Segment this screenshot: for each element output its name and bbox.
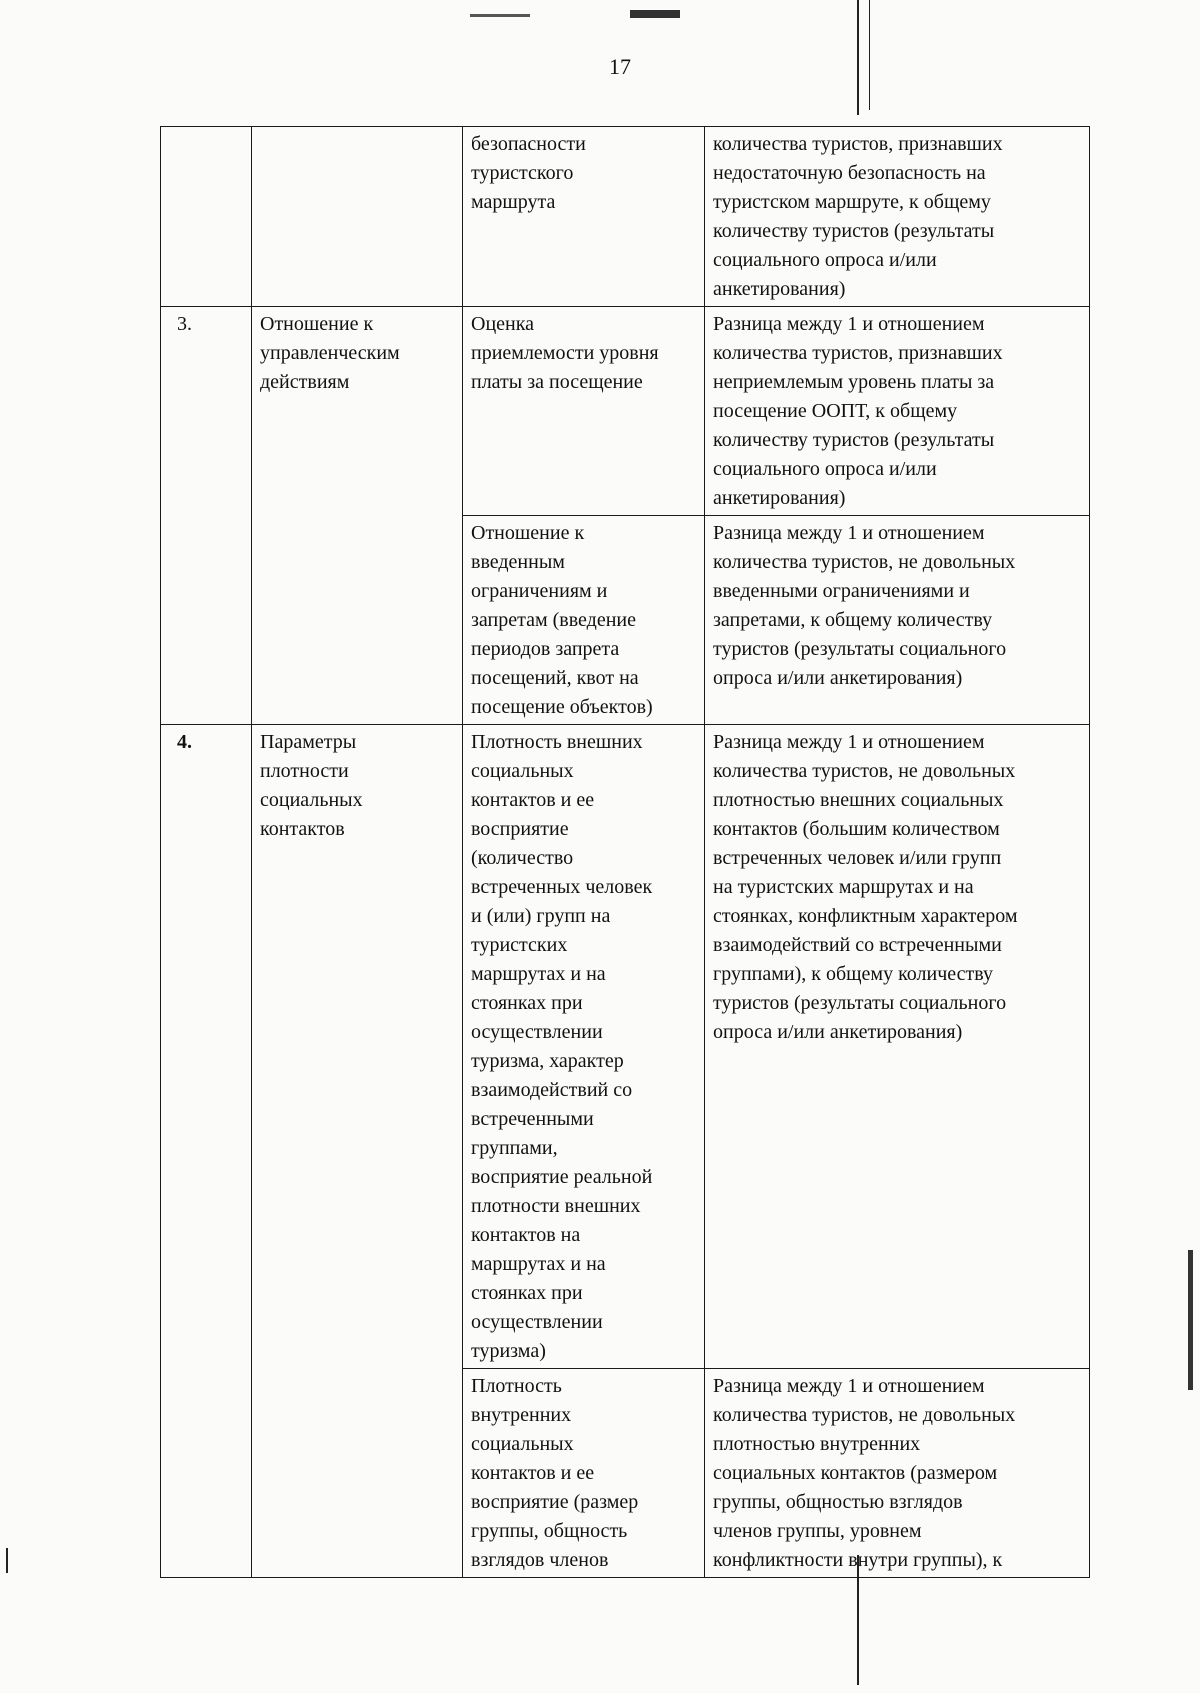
group-cell — [252, 127, 463, 307]
scan-artifact-line — [857, 0, 859, 115]
group-cell — [252, 307, 463, 725]
group-cell — [252, 725, 463, 1578]
table-row — [161, 725, 1090, 1369]
indicator-cell — [463, 307, 705, 516]
indicator-text: Плотность внутренних социальных контактов и ее восприятие (размер группы, общность взглядов членов — [471, 1375, 639, 1571]
method-text: Разница между 1 и отношением количества туристов, не довольных плотностью внешних социальных контактов (большим количеством встреченных человек и/или групп на туристских маршрутах и на стоянках, конфликтным характером взаимодействий со встреченными группами), к общему количеству туристов (результаты социального опроса и/или анкетирования) — [713, 731, 1018, 1043]
group-text: Параметры плотности социальных контактов — [260, 731, 363, 840]
scan-artifact-smudge — [1188, 1250, 1193, 1390]
page-number: 17 — [609, 54, 631, 79]
indicator-text: Плотность внешних социальных контактов и ее восприятие (количество встреченных человек и (или) групп на туристских маршрутах и на стоянках при осуществлении туризма, характер взаимодействий со встреченными группами, восприятие реальной плотности внешних контактов на маршрутах и на стоянках при осуществлении туризма) — [471, 731, 653, 1362]
method-text: Разница между 1 и отношением количества туристов, не довольных плотностью внутренних социальных контактов (размером группы, общностью взглядов членов группы, уровнем конфликтности внутри группы), к — [713, 1375, 1016, 1571]
method-text: Разница между 1 и отношением количества туристов, не довольных введенными ограничениями и запретами, к общему количеству туристов (результаты социального опроса и/или анкетирования) — [713, 522, 1016, 689]
indicator-cell — [463, 1369, 705, 1578]
method-text: Разница между 1 и отношением количества туристов, признавших неприемлемым уровень платы за посещение ООПТ, к общему количеству туристов (результаты социального опроса и/или анкетирования) — [713, 313, 1003, 509]
scan-artifact-noise — [630, 10, 680, 18]
method-text: количества туристов, признавших недостаточную безопасность на туристском маршруте, к общему количеству туристов (результаты социального опроса и/или анкетирования) — [713, 133, 1003, 300]
row-number-cell — [161, 127, 252, 307]
row-number: 4. — [177, 731, 192, 753]
indicator-text: Отношение к введенным ограничениям и запретам (введение периодов запрета посещений, квот на посещение объектов) — [471, 522, 653, 718]
indicator-text: безопасности туристского маршрута — [471, 133, 586, 213]
method-cell — [705, 516, 1090, 725]
table-row — [161, 307, 1090, 516]
indicator-cell — [463, 725, 705, 1369]
indicator-cell — [463, 127, 705, 307]
row-number: 3. — [177, 313, 192, 335]
table-row — [161, 127, 1090, 307]
group-text: Отношение к управленческим действиям — [260, 313, 400, 393]
method-cell — [705, 1369, 1090, 1578]
method-cell — [705, 307, 1090, 516]
scan-artifact-noise — [470, 14, 530, 17]
scan-artifact-line — [869, 0, 870, 110]
row-number-cell — [161, 725, 252, 1578]
row-number-cell — [161, 307, 252, 725]
method-cell — [705, 127, 1090, 307]
criteria-table — [160, 126, 1090, 1578]
indicator-cell — [463, 516, 705, 725]
indicator-text: Оценка приемлемости уровня платы за посещение — [471, 313, 659, 393]
method-cell — [705, 725, 1090, 1369]
scan-artifact-line — [6, 1548, 8, 1573]
